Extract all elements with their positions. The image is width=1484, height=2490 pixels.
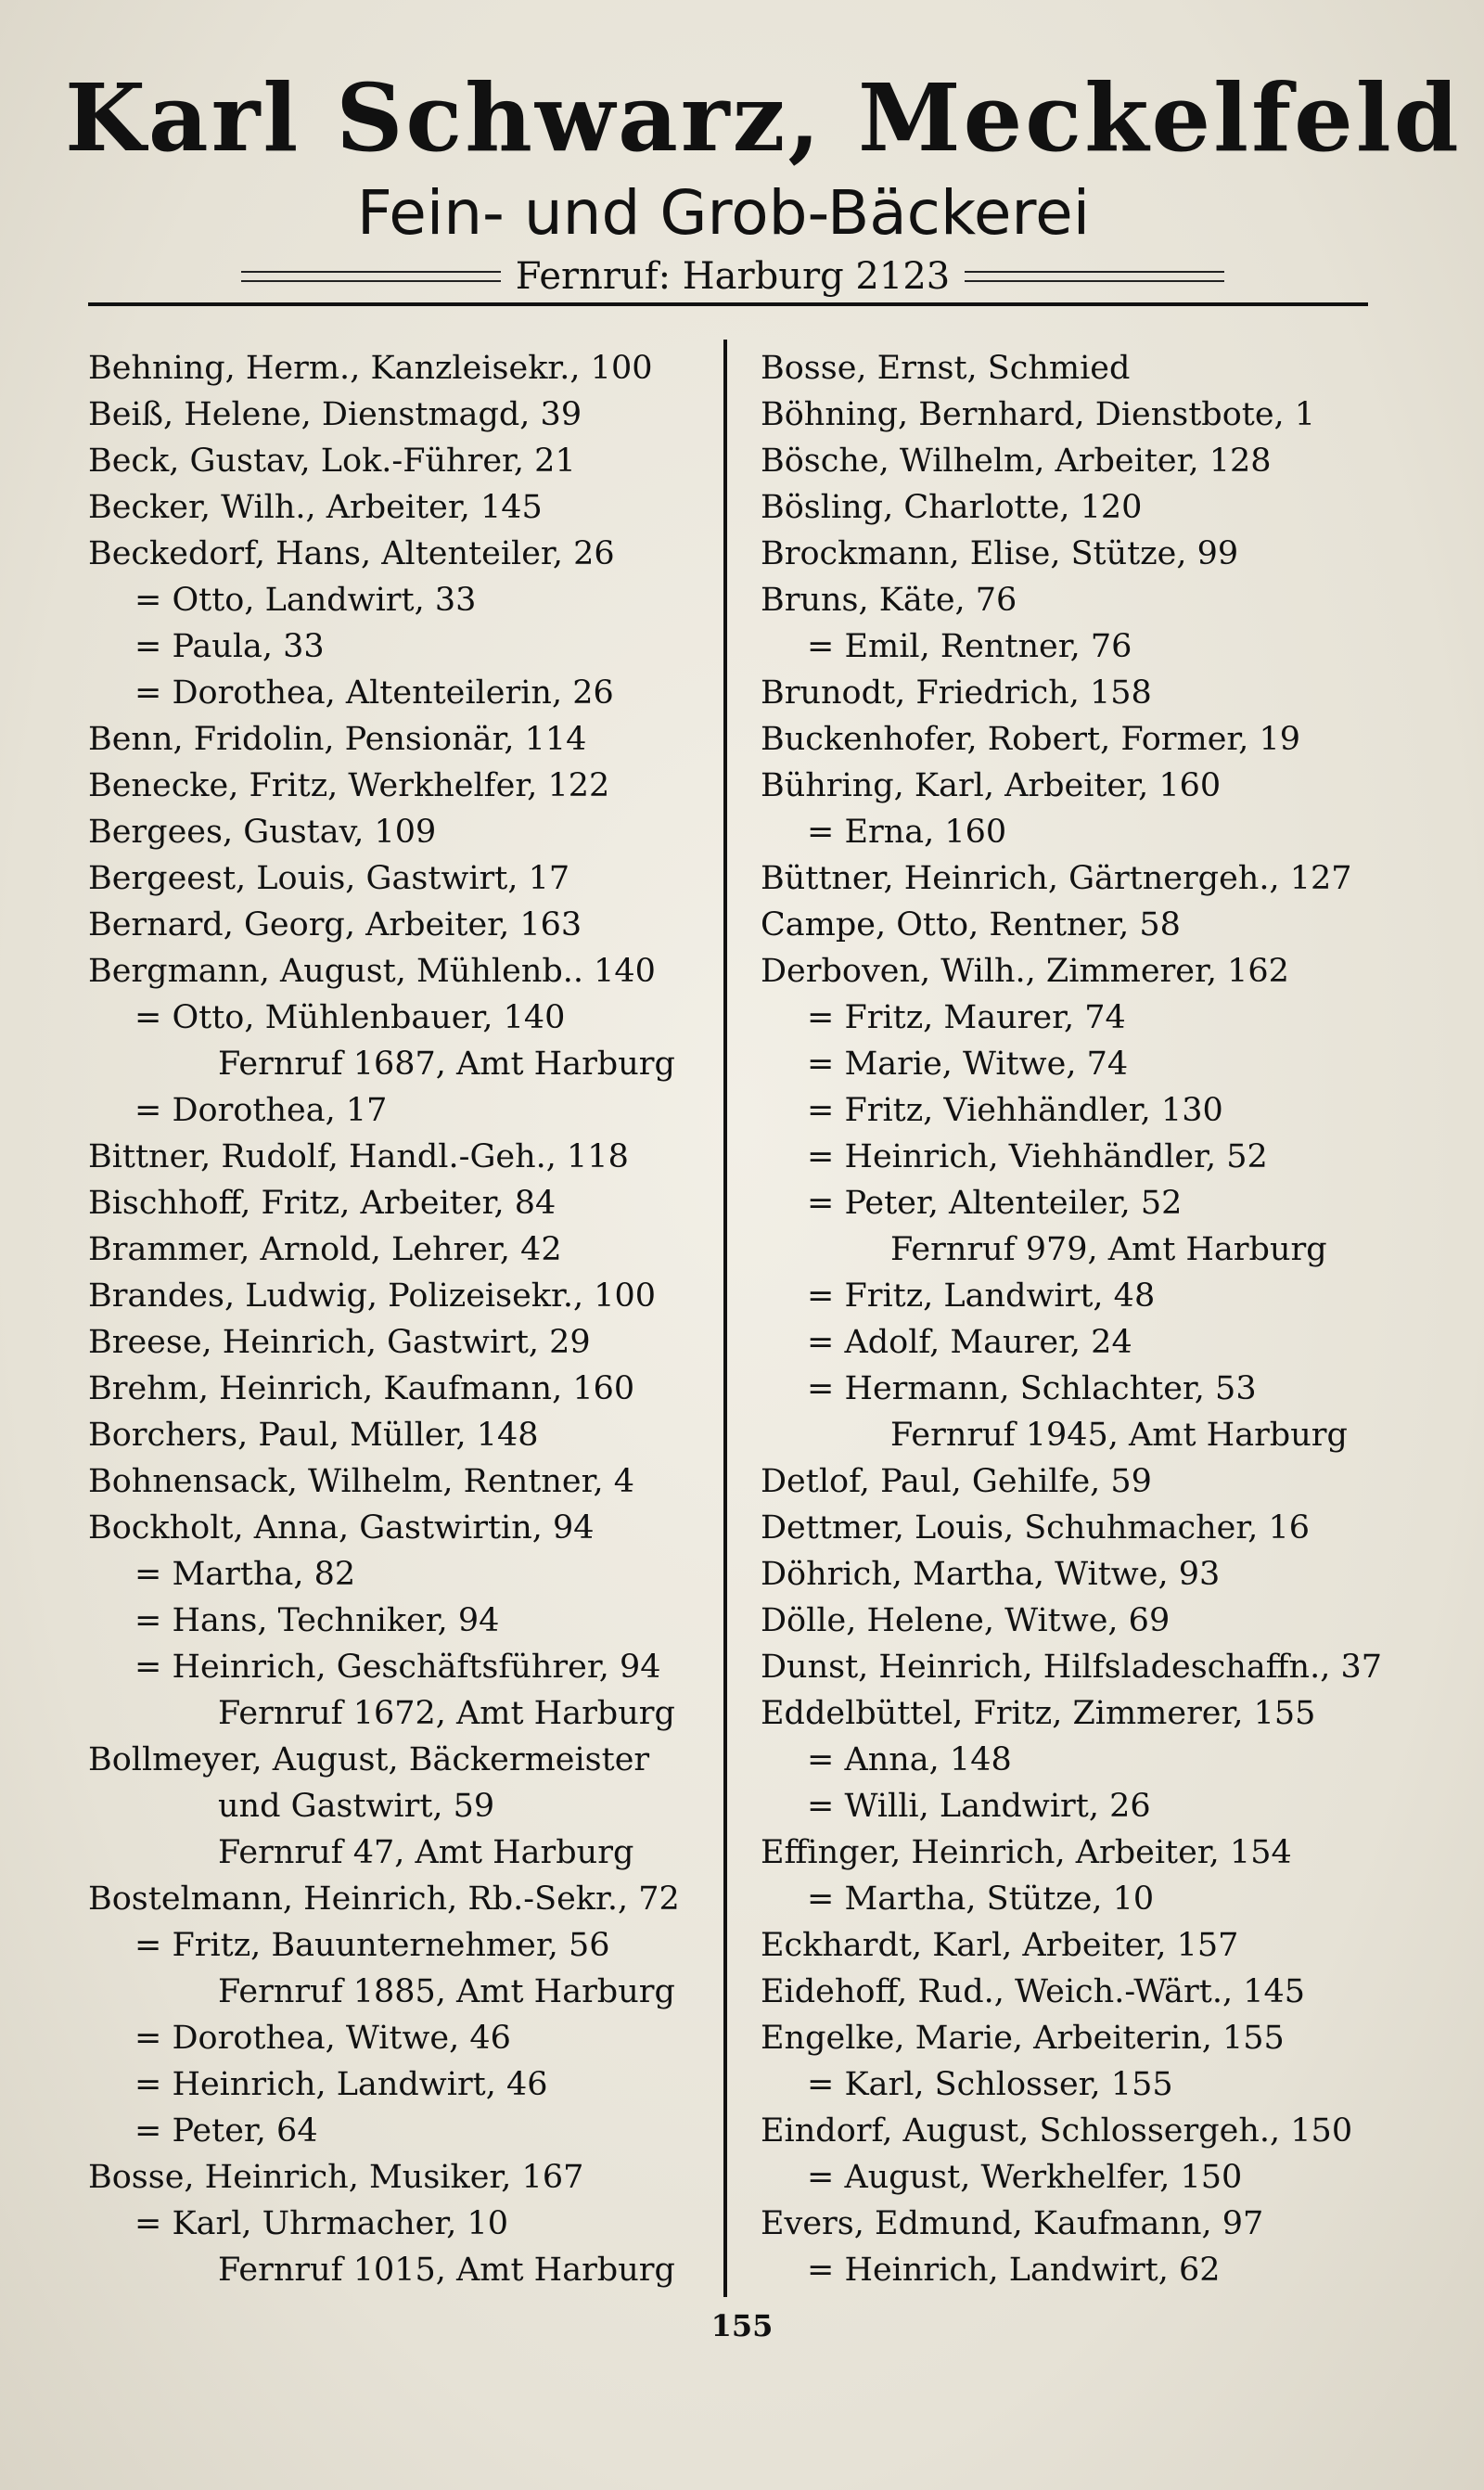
directory-entry: Becker, Wilh., Arbeiter, 145: [88, 489, 543, 526]
directory-entry: Bischhoff, Fritz, Arbeiter, 84: [88, 1185, 556, 1222]
directory-entry: Fernruf 1015, Amt Harburg: [218, 2252, 675, 2289]
directory-entry: Beiß, Helene, Dienstmagd, 39: [88, 396, 582, 433]
directory-entry: Detlof, Paul, Gehilfe, 59: [761, 1463, 1152, 1500]
directory-entry: Fernruf 979, Amt Harburg: [890, 1231, 1327, 1268]
header-divider: [88, 302, 1368, 306]
directory-entry: Evers, Edmund, Kaufmann, 97: [761, 2205, 1264, 2242]
directory-entry: Benn, Fridolin, Pensionär, 114: [88, 721, 587, 758]
directory-entry: = Fritz, Maurer, 74: [807, 999, 1126, 1036]
directory-entry: Buckenhofer, Robert, Former, 19: [761, 721, 1301, 758]
directory-entry: Böhning, Bernhard, Dienstbote, 1: [761, 396, 1316, 433]
directory-entry: = Paula, 33: [134, 628, 325, 665]
ad-subtitle: Fein- und Grob-Bäckerei: [356, 177, 1091, 249]
directory-entry: Bollmeyer, August, Bäckermeister: [88, 1741, 650, 1778]
directory-entry: = Karl, Schlosser, 155: [807, 2066, 1173, 2103]
directory-entry: Eddelbüttel, Fritz, Zimmerer, 155: [761, 1695, 1316, 1732]
directory-entry: = Otto, Landwirt, 33: [134, 582, 477, 619]
directory-entry: = August, Werkhelfer, 150: [807, 2159, 1243, 2196]
directory-entry: Derboven, Wilh., Zimmerer, 162: [761, 953, 1289, 990]
directory-entry: = Heinrich, Viehhändler, 52: [807, 1138, 1268, 1175]
directory-entry: Bohnensack, Wilhelm, Rentner, 4: [88, 1463, 634, 1500]
directory-entry: Beck, Gustav, Lok.-Führer, 21: [88, 443, 576, 480]
directory-entry: Dettmer, Louis, Schuhmacher, 16: [761, 1509, 1310, 1547]
directory-entry: Dölle, Helene, Witwe, 69: [761, 1602, 1171, 1639]
directory-entry: = Karl, Uhrmacher, 10: [134, 2205, 508, 2242]
directory-entry: Breese, Heinrich, Gastwirt, 29: [88, 1324, 591, 1361]
directory-entry: = Peter, 64: [134, 2112, 318, 2150]
directory-entry: Fernruf 1945, Amt Harburg: [890, 1417, 1348, 1454]
directory-entry: Benecke, Fritz, Werkhelfer, 122: [88, 767, 610, 804]
directory-entry: Brunodt, Friedrich, 158: [761, 674, 1152, 712]
directory-entry: Brandes, Ludwig, Polizeisekr., 100: [88, 1277, 657, 1315]
directory-entry: Brockmann, Elise, Stütze, 99: [761, 535, 1239, 572]
directory-entry: Campe, Otto, Rentner, 58: [761, 906, 1181, 943]
double-rule-right: [965, 271, 1224, 282]
directory-entry: = Fritz, Viehhändler, 130: [807, 1092, 1223, 1129]
page-number: 155: [710, 2308, 774, 2343]
directory-entry: = Heinrich, Geschäftsführer, 94: [134, 1649, 661, 1686]
directory-entry: = Heinrich, Landwirt, 62: [807, 2252, 1221, 2289]
directory-entry: Döhrich, Martha, Witwe, 93: [761, 1556, 1221, 1593]
directory-entry: Bostelmann, Heinrich, Rb.-Sekr., 72: [88, 1880, 680, 1918]
directory-entry: Bruns, Käte, 76: [761, 582, 1017, 619]
directory-entry: Engelke, Marie, Arbeiterin, 155: [761, 2020, 1285, 2057]
directory-entry: Behning, Herm., Kanzleisekr., 100: [88, 350, 653, 387]
double-rule-left: [241, 271, 501, 282]
directory-entry: Bösling, Charlotte, 120: [761, 489, 1143, 526]
directory-entry: Eckhardt, Karl, Arbeiter, 157: [761, 1927, 1239, 1964]
column-divider: [723, 340, 727, 2297]
directory-entry: = Emil, Rentner, 76: [807, 628, 1132, 665]
directory-entry: = Fritz, Bauunternehmer, 56: [134, 1927, 610, 1964]
directory-entry: Fernruf 47, Amt Harburg: [218, 1834, 634, 1871]
directory-entry: Borchers, Paul, Müller, 148: [88, 1417, 539, 1454]
left-column: [88, 345, 710, 2293]
directory-entry: Brehm, Heinrich, Kaufmann, 160: [88, 1370, 635, 1407]
directory-entry: = Martha, 82: [134, 1556, 356, 1593]
directory-entry: = Dorothea, 17: [134, 1092, 388, 1129]
directory-entry: = Otto, Mühlenbauer, 140: [134, 999, 566, 1036]
directory-entry: Bosse, Heinrich, Musiker, 167: [88, 2159, 584, 2196]
ad-phone-row: [223, 250, 1243, 302]
directory-entry: = Erna, 160: [807, 814, 1007, 851]
directory-entry: = Peter, Altenteiler, 52: [807, 1185, 1183, 1222]
directory-entry: Büttner, Heinrich, Gärtnergeh., 127: [761, 860, 1352, 897]
directory-entry: = Hans, Techniker, 94: [134, 1602, 500, 1639]
directory-entry: = Hermann, Schlachter, 53: [807, 1370, 1257, 1407]
directory-entry: Bittner, Rudolf, Handl.-Geh., 118: [88, 1138, 629, 1175]
directory-entry: Bühring, Karl, Arbeiter, 160: [761, 767, 1222, 804]
directory-entry: Brammer, Arnold, Lehrer, 42: [88, 1231, 562, 1268]
directory-entry: Fernruf 1885, Amt Harburg: [218, 1973, 675, 2010]
ad-phone: Fernruf: Harburg 2123: [515, 255, 951, 298]
directory-entry: Bergmann, August, Mühlenb.. 140: [88, 953, 656, 990]
directory-entry: Beckedorf, Hans, Altenteiler, 26: [88, 535, 615, 572]
directory-entry: Dunst, Heinrich, Hilfsladeschaffn., 37: [761, 1649, 1383, 1686]
directory-entry: Bergees, Gustav, 109: [88, 814, 437, 851]
directory-entry: = Willi, Landwirt, 26: [807, 1788, 1151, 1825]
directory-entry: = Fritz, Landwirt, 48: [807, 1277, 1156, 1315]
directory-entry: = Martha, Stütze, 10: [807, 1880, 1155, 1918]
directory-entry: Bosse, Ernst, Schmied: [761, 350, 1131, 387]
directory-entry: Bösche, Wilhelm, Arbeiter, 128: [761, 443, 1272, 480]
right-column: [761, 345, 1410, 2293]
directory-entry: = Marie, Witwe, 74: [807, 1046, 1129, 1083]
ad-title: Karl Schwarz, Meckelfeld: [65, 63, 1462, 173]
directory-entry: = Heinrich, Landwirt, 46: [134, 2066, 548, 2103]
directory-entry: = Anna, 148: [807, 1741, 1012, 1778]
directory-entry: = Dorothea, Altenteilerin, 26: [134, 674, 614, 712]
directory-entry: Bockholt, Anna, Gastwirtin, 94: [88, 1509, 595, 1547]
directory-entry: und Gastwirt, 59: [218, 1788, 495, 1825]
directory-entry: Fernruf 1672, Amt Harburg: [218, 1695, 675, 1732]
directory-entry: Eindorf, August, Schlossergeh., 150: [761, 2112, 1353, 2150]
directory-entry: Fernruf 1687, Amt Harburg: [218, 1046, 675, 1083]
directory-entry: = Adolf, Maurer, 24: [807, 1324, 1132, 1361]
directory-entry: Bergeest, Louis, Gastwirt, 17: [88, 860, 570, 897]
directory-entry: Bernard, Georg, Arbeiter, 163: [88, 906, 582, 943]
directory-entry: Effinger, Heinrich, Arbeiter, 154: [761, 1834, 1292, 1871]
directory-entry: = Dorothea, Witwe, 46: [134, 2020, 511, 2057]
directory-entry: Eidehoff, Rud., Weich.-Wärt., 145: [761, 1973, 1306, 2010]
